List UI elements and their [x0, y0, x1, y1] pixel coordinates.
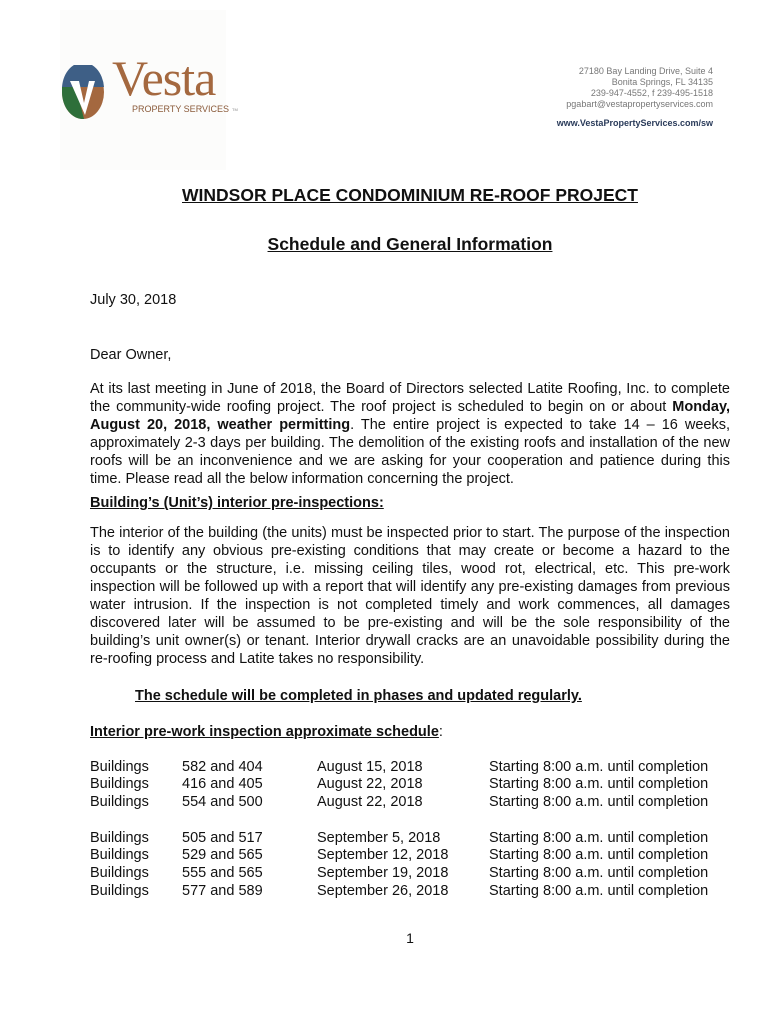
schedule-row — [90, 847, 730, 865]
schedule-row — [90, 883, 730, 901]
logo-wordmark: Vesta — [112, 50, 216, 106]
salutation: Dear Owner, — [90, 347, 172, 363]
building-numbers: 554 and 500 — [182, 794, 263, 811]
inspection-date: September 12, 2018 — [317, 847, 449, 864]
address-line-2: Bonita Springs, FL 34135 — [611, 77, 713, 87]
website-link[interactable]: www.VestaPropertyServices.com/sw — [556, 118, 713, 128]
intro-text: At its last meeting in June of 2018, the Board of Directors selected Latite Roofing, Inc. to complete the community-wide roofing project. The roof project is scheduled to begin on or about — [90, 381, 730, 415]
schedule-colon: : — [438, 723, 443, 740]
inspection-date: August 22, 2018 — [317, 776, 423, 793]
document-title: WINDSOR PLACE CONDOMINIUM RE-ROOF PROJECT — [182, 185, 638, 205]
intro-paragraph — [90, 381, 730, 488]
letter-date: July 30, 2018 — [90, 292, 177, 308]
phone: 239-947-4552, f 239-495-1518 — [590, 88, 713, 98]
address-line-1: 27180 Bay Landing Drive, Suite 4 — [578, 66, 713, 76]
building-label: Buildings — [90, 865, 149, 882]
intro-text-cont: . The entire project is expected to take 14 – 16 weeks, approximately 2-3 days per building. The demolition of the existing roofs and installation of the new roofs will be an inconvenience and we are asking for your cooperation and patience during this time. Please read all the below information concerning the project. — [90, 416, 730, 487]
inspection-time: Starting 8:00 a.m. until completion — [489, 847, 709, 864]
inspection-paragraph: The interior of the building (the units) must be inspected prior to start. The purpose of the inspection is to identify any obvious pre-existing conditions that may create or become a hazard to the occupants or the structure, i.e. missing ceiling tiles, wood rot, electrical, etc. This pre-work inspection will be followed up with a report that will identify any pre-existing damages from previous water intrusion. If the inspection is not completed timely and work commences, all damages discovered later will be assumed to be pre-existing and will be the sole responsibility of the building’s unit owner(s) or tenant. Interior drywall cracks are an unavoidable possibility during the re-roofing process and Latite takes no responsibility. — [90, 525, 730, 667]
vesta-logo-icon — [62, 65, 104, 119]
schedule-row — [90, 830, 730, 848]
building-label: Buildings — [90, 882, 149, 899]
schedule-row — [90, 776, 730, 794]
building-label: Buildings — [90, 758, 149, 775]
building-numbers: 555 and 565 — [182, 865, 263, 882]
building-label: Buildings — [90, 794, 149, 811]
building-numbers: 582 and 404 — [182, 758, 263, 775]
section-heading-inspections: Building’s (Unit’s) interior pre-inspections: — [90, 495, 384, 512]
email-link[interactable]: pgabart@vestapropertyservices.com — [566, 99, 713, 109]
building-numbers: 416 and 405 — [182, 776, 263, 793]
building-numbers: 505 and 517 — [182, 829, 263, 846]
start-date-emphasis: Monday, August 20, 2018, weather permitting — [90, 398, 730, 433]
document-subtitle: Schedule and General Information — [267, 234, 553, 254]
schedule-row — [90, 759, 730, 777]
schedule-row — [90, 865, 730, 883]
inspection-date: August 15, 2018 — [317, 758, 423, 775]
building-label: Buildings — [90, 776, 149, 793]
schedule-row — [90, 794, 730, 812]
contact-block — [566, 66, 713, 110]
building-numbers: 529 and 565 — [182, 847, 263, 864]
logo-tm: TM — [232, 107, 238, 112]
inspection-date: August 22, 2018 — [317, 794, 423, 811]
inspection-time: Starting 8:00 a.m. until completion — [489, 758, 709, 775]
inspection-time: Starting 8:00 a.m. until completion — [489, 829, 709, 846]
building-label: Buildings — [90, 829, 149, 846]
inspection-time: Starting 8:00 a.m. until completion — [489, 865, 709, 882]
logo-subtitle: PROPERTY SERVICES — [132, 104, 230, 114]
inspection-date: September 26, 2018 — [317, 882, 449, 899]
inspection-date: September 19, 2018 — [317, 865, 449, 882]
schedule-heading — [90, 723, 730, 741]
page-number: 1 — [406, 929, 414, 946]
phases-note: The schedule will be completed in phases and updated regularly. — [135, 687, 582, 704]
letter-body — [90, 184, 730, 947]
schedule-heading-text: Interior pre-work inspection approximate schedule — [90, 723, 439, 740]
schedule-table — [90, 759, 730, 901]
inspection-time: Starting 8:00 a.m. until completion — [489, 882, 709, 899]
inspection-time: Starting 8:00 a.m. until completion — [489, 794, 709, 811]
building-label: Buildings — [90, 847, 149, 864]
inspection-date: September 5, 2018 — [317, 829, 441, 846]
building-numbers: 577 and 589 — [182, 882, 263, 899]
inspection-time: Starting 8:00 a.m. until completion — [489, 776, 709, 793]
